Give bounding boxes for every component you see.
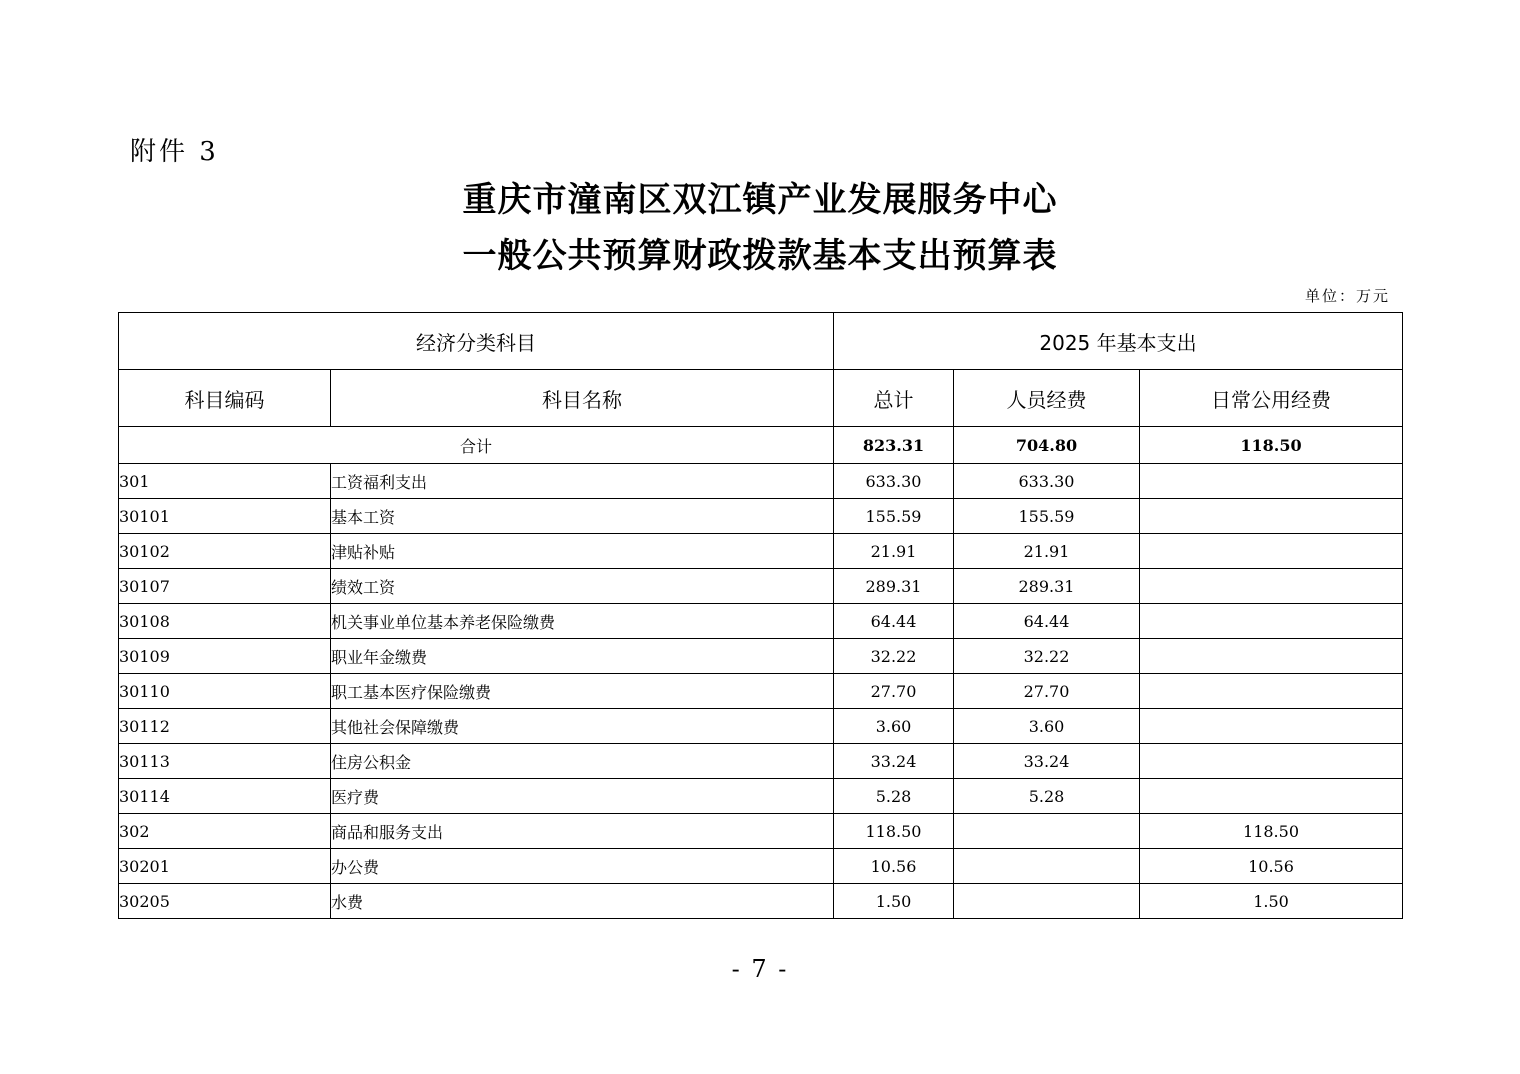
- total-public: 118.50: [1140, 427, 1403, 464]
- page-number: - 7 -: [731, 955, 789, 983]
- row-total: 33.24: [834, 744, 954, 779]
- row-code: 30113: [119, 744, 331, 779]
- total-personnel: 704.80: [954, 427, 1140, 464]
- row-public: 1.50: [1140, 884, 1403, 919]
- group-header-row: [119, 313, 1403, 370]
- row-public: [1140, 709, 1403, 744]
- row-code: 30205: [119, 884, 331, 919]
- table-row: [119, 569, 1403, 604]
- row-personnel: 5.28: [954, 779, 1140, 814]
- table-row: [119, 849, 1403, 884]
- table-row: [119, 604, 1403, 639]
- row-total: 289.31: [834, 569, 954, 604]
- header-name: 科目名称: [331, 370, 834, 427]
- row-name: 绩效工资: [331, 569, 834, 604]
- row-total: 118.50: [834, 814, 954, 849]
- row-code: 30201: [119, 849, 331, 884]
- attachment-label: 附件 3: [130, 137, 219, 167]
- total-label: 合计: [119, 427, 834, 464]
- row-personnel: [954, 849, 1140, 884]
- header-basic-expenditure-2025: 2025 年基本支出: [834, 313, 1403, 370]
- header-economic-category: 经济分类科目: [119, 313, 834, 370]
- row-name: 其他社会保障缴费: [331, 709, 834, 744]
- row-personnel: 27.70: [954, 674, 1140, 709]
- row-personnel: 21.91: [954, 534, 1140, 569]
- row-code: 30101: [119, 499, 331, 534]
- row-name: 商品和服务支出: [331, 814, 834, 849]
- row-personnel: 64.44: [954, 604, 1140, 639]
- row-name: 工资福利支出: [331, 464, 834, 499]
- table-row: [119, 464, 1403, 499]
- row-name: 医疗费: [331, 779, 834, 814]
- row-code: 30114: [119, 779, 331, 814]
- row-public: [1140, 639, 1403, 674]
- row-code: 302: [119, 814, 331, 849]
- row-public: [1140, 674, 1403, 709]
- row-total: 10.56: [834, 849, 954, 884]
- row-public: 10.56: [1140, 849, 1403, 884]
- row-code: 30102: [119, 534, 331, 569]
- row-public: [1140, 779, 1403, 814]
- total-total: 823.31: [834, 427, 954, 464]
- column-header-row: [119, 370, 1403, 427]
- row-public: [1140, 604, 1403, 639]
- row-public: [1140, 464, 1403, 499]
- row-public: [1140, 534, 1403, 569]
- header-total: 总计: [834, 370, 954, 427]
- row-personnel: 155.59: [954, 499, 1140, 534]
- row-total: 1.50: [834, 884, 954, 919]
- table-row: [119, 674, 1403, 709]
- row-public: [1140, 744, 1403, 779]
- row-personnel: [954, 814, 1140, 849]
- table-row: [119, 534, 1403, 569]
- row-code: 30109: [119, 639, 331, 674]
- row-name: 基本工资: [331, 499, 834, 534]
- row-public: [1140, 499, 1403, 534]
- row-public: [1140, 569, 1403, 604]
- row-name: 办公费: [331, 849, 834, 884]
- table-row: [119, 779, 1403, 814]
- row-name: 津贴补贴: [331, 534, 834, 569]
- document-title-line2: 一般公共预算财政拨款基本支出预算表: [462, 236, 1058, 276]
- row-code: 30108: [119, 604, 331, 639]
- row-personnel: 289.31: [954, 569, 1140, 604]
- row-total: 21.91: [834, 534, 954, 569]
- row-personnel: 32.22: [954, 639, 1140, 674]
- row-personnel: 3.60: [954, 709, 1140, 744]
- row-total: 633.30: [834, 464, 954, 499]
- row-name: 机关事业单位基本养老保险缴费: [331, 604, 834, 639]
- row-name: 职业年金缴费: [331, 639, 834, 674]
- header-code: 科目编码: [119, 370, 331, 427]
- row-name: 职工基本医疗保险缴费: [331, 674, 834, 709]
- row-total: 64.44: [834, 604, 954, 639]
- row-personnel: 33.24: [954, 744, 1140, 779]
- table-body: [119, 427, 1403, 919]
- row-code: 301: [119, 464, 331, 499]
- header-public: 日常公用经费: [1140, 370, 1403, 427]
- row-total: 32.22: [834, 639, 954, 674]
- row-personnel: [954, 884, 1140, 919]
- table-row: [119, 499, 1403, 534]
- row-code: 30112: [119, 709, 331, 744]
- row-name: 水费: [331, 884, 834, 919]
- row-personnel: 633.30: [954, 464, 1140, 499]
- unit-label: 单位：万元: [1304, 287, 1390, 305]
- document-title-line1: 重庆市潼南区双江镇产业发展服务中心: [462, 180, 1058, 220]
- row-total: 5.28: [834, 779, 954, 814]
- table-row: [119, 639, 1403, 674]
- budget-table: [118, 312, 1403, 919]
- row-total: 3.60: [834, 709, 954, 744]
- table-row: [119, 884, 1403, 919]
- table-row: [119, 744, 1403, 779]
- row-code: 30107: [119, 569, 331, 604]
- header-personnel: 人员经费: [954, 370, 1140, 427]
- table-row: [119, 814, 1403, 849]
- row-total: 155.59: [834, 499, 954, 534]
- row-total: 27.70: [834, 674, 954, 709]
- row-code: 30110: [119, 674, 331, 709]
- row-name: 住房公积金: [331, 744, 834, 779]
- table-row: [119, 709, 1403, 744]
- total-row: [119, 427, 1403, 464]
- row-public: 118.50: [1140, 814, 1403, 849]
